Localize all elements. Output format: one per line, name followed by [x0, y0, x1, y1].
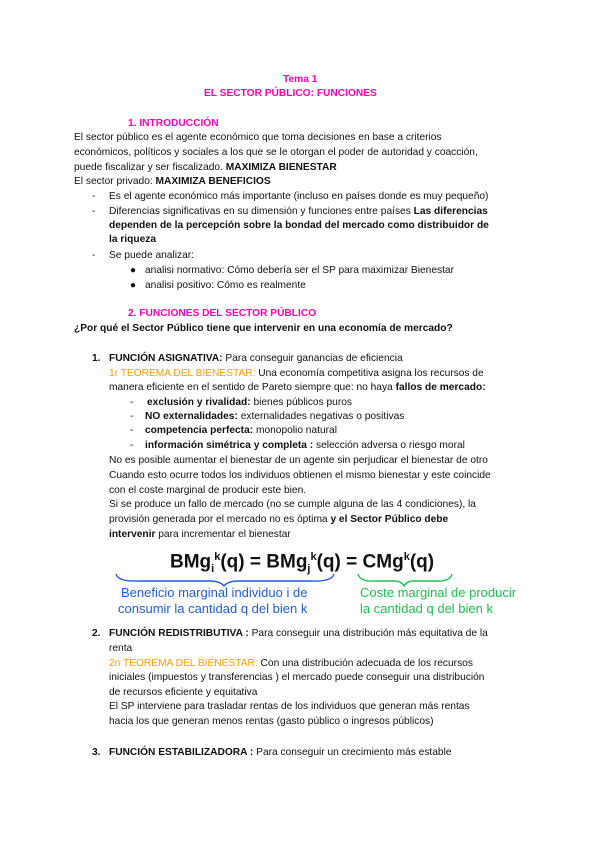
private-sector-line: El sector privado: MAXIMIZA BENEFICIOS	[74, 176, 271, 187]
f1-para-5: provisión generada por el mercado no es óptima y el Sector Público debe	[109, 514, 449, 525]
condition-4: información simétrica y completa : selección adversa o riesgo moral	[145, 440, 465, 451]
dash-bullet: -	[130, 397, 134, 408]
f2-number: 2.	[92, 628, 101, 639]
intro-line-1: El sector público es el agente económico que toma decisiones en base a criterios	[74, 132, 442, 143]
condition-3: competencia perfecta: monopolio natural	[145, 425, 337, 436]
f1-para-6: intervenir para incrementar el bienestar	[109, 529, 291, 540]
f1-para-4: Si se produce un fallo de mercado (no se cumple alguna de las 4 condiciones), la	[109, 499, 476, 510]
f1-para-2: Cuando esto ocurre todos los individuos obtienen el mismo bienestar y este coincide	[109, 470, 491, 481]
f2-line-7: hacia los que generan menos rentas (gasto público o ingresos públicos)	[109, 716, 434, 727]
f2-line-2: renta	[109, 643, 133, 654]
section-2-heading: 2. FUNCIONES DEL SECTOR PÚBLICO	[128, 308, 317, 319]
f2-teorema-line: 2n TEOREMA DEL BIENESTAR: Con una distribución adecuada de los recursos	[109, 658, 473, 669]
intro-line-3: puede fiscalizar y ser fiscalizado. MAXIMIZA BIENESTAR	[74, 162, 337, 173]
marginal-formula: BMg$_i^k$(q) = BMg$_j^k$(q) = CMg$^k$(q)	[170, 551, 435, 576]
dash-bullet: -	[130, 440, 134, 451]
dash-bullet: -	[130, 411, 134, 422]
sub-item-2: analisi positivo: Cómo es realmente	[145, 280, 306, 291]
dot-bullet: ●	[130, 265, 137, 276]
section-1-heading: 1. INTRODUCCIÓN	[128, 118, 219, 129]
f2-line-6: El SP interviene para trasladar rentas de los individuos que generan más rentas	[109, 701, 470, 712]
sub-item-1: analisi normativo: Cómo debería ser el SP para maximizar Bienestar	[145, 265, 454, 276]
f1-para-1: No es posible aumentar el bienestar de un agente sin perjudicar el bienestar de otro	[109, 455, 488, 466]
f3-title: FUNCIÓN ESTABILIZADORA : Para conseguir un crecimiento más estable	[109, 747, 452, 758]
f1-title: FUNCIÓN ASIGNATIVA: Para conseguir ganancias de eficiencia	[109, 353, 403, 364]
condition-2: NO externalidades: externalidades negativas o positivas	[145, 411, 405, 422]
dash-item-3: Se puede analizar:	[109, 250, 194, 261]
dash-item-2: Diferencias significativas en su dimensión y funciones entre países Las diferencias	[109, 206, 488, 217]
dash-bullet: -	[92, 191, 96, 202]
dash-item-1: Es el agente económico más importante (incluso en países donde es muy pequeño)	[109, 191, 489, 202]
f1-para-3: con el coste marginal de producir este bien.	[109, 485, 307, 496]
dash-item-2-line-2: dependen de la percepción sobre la bondad del mercado como distribuidor de	[109, 220, 489, 231]
blue-annotation-line-2: consumir la cantidad q del bien k	[118, 601, 308, 616]
condition-1: exclusión y rivalidad: bienes públicos puros	[147, 397, 352, 408]
f2-title: FUNCIÓN REDISTRIBUTIVA : Para conseguir una distribución más equitativa de la	[109, 628, 488, 639]
f3-number: 3.	[92, 747, 101, 758]
f2-line-4: iniciales (impuestos y transferencias ) el mercado puede conseguir una distribución	[109, 672, 485, 683]
f1-line-2: manera eficiente en el sentido de Pareto siempre que: no haya fallos de mercado:	[109, 382, 486, 393]
dash-bullet: -	[130, 425, 134, 436]
dash-bullet: -	[92, 250, 96, 261]
f2-line-5: de recursos eficiente y equitativa	[109, 687, 258, 698]
tema-label: Tema 1	[283, 74, 318, 85]
f1-teorema-line: 1r TEOREMA DEL BIENESTAR: Una economía competitiva asigna los recursos de	[109, 368, 484, 379]
intro-line-2: económicos, políticos y sociales a los que se le otorgan el poder de autoridad y coacción,	[74, 147, 478, 158]
f1-number: 1.	[92, 353, 101, 364]
dash-item-2-line-3: la riqueza	[109, 234, 156, 245]
section-2-question: ¿Por qué el Sector Público tiene que intervenir en una economía de mercado?	[74, 323, 453, 334]
blue-annotation-line-1: Beneficio marginal individuo i de	[121, 585, 308, 600]
page-title: EL SECTOR PÚBLICO: FUNCIONES	[204, 88, 377, 99]
dash-bullet: -	[92, 206, 96, 217]
dot-bullet: ●	[130, 280, 137, 291]
green-annotation-line-2: la cantidad q del bien k	[360, 601, 493, 616]
green-annotation-line-1: Coste marginal de producir	[360, 585, 517, 600]
